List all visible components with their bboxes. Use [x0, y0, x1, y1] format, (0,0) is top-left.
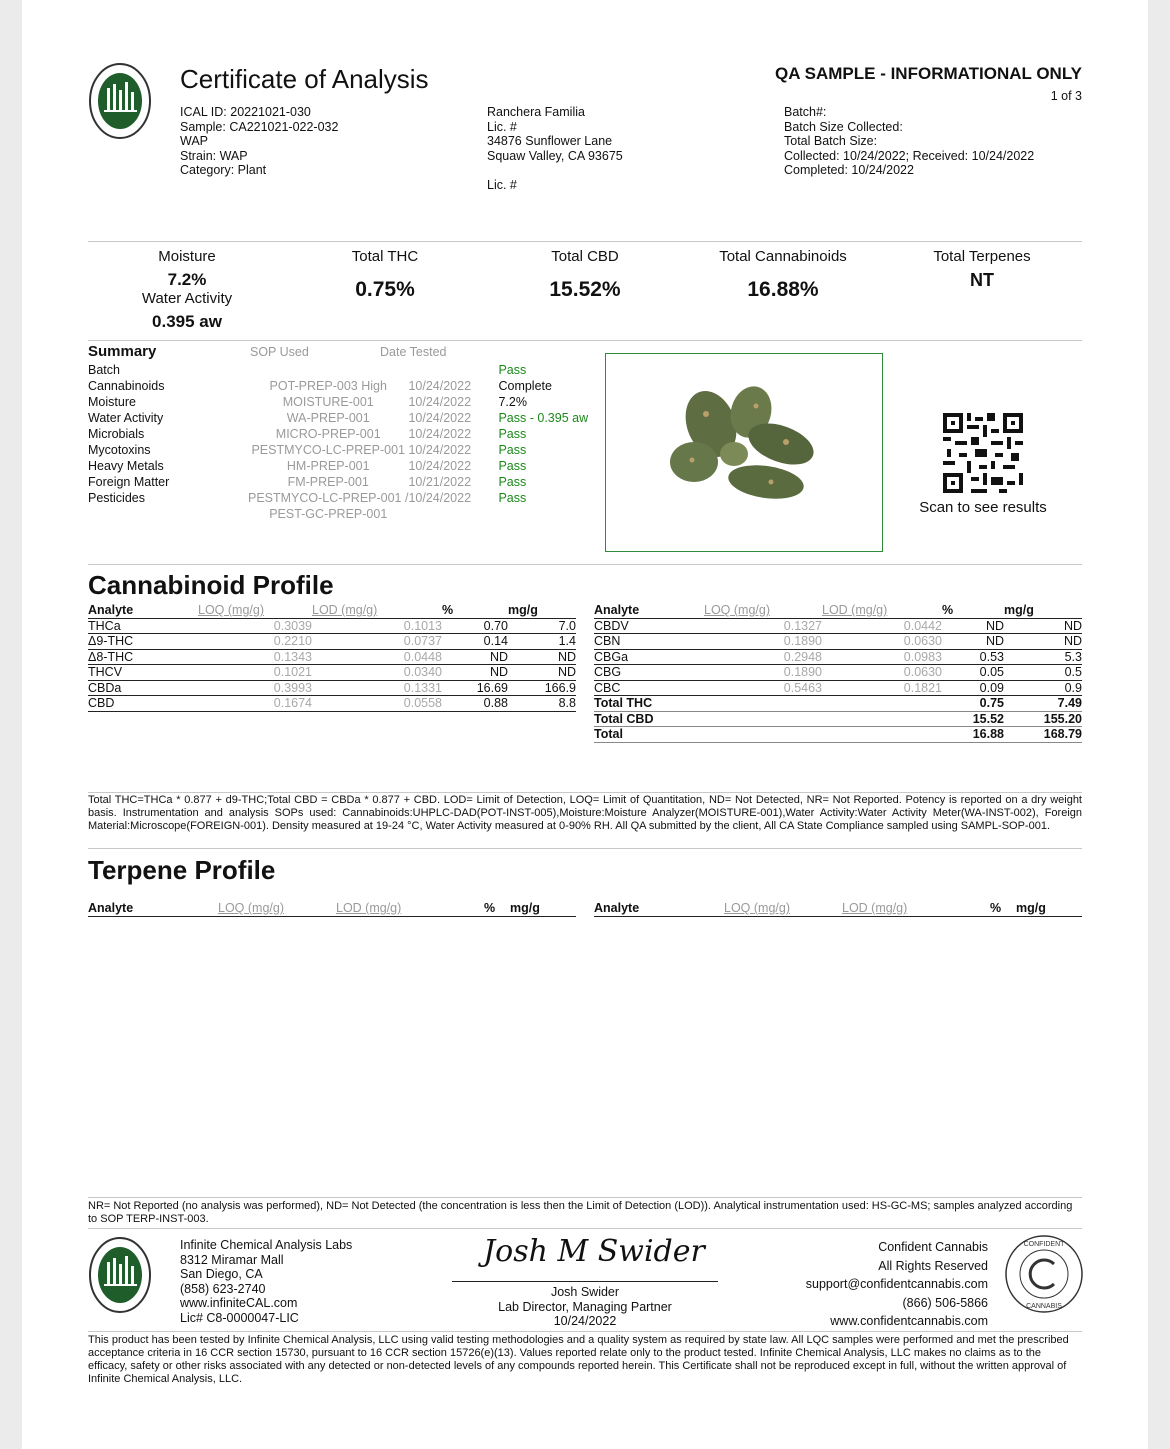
table-row: [88, 665, 576, 681]
terpene-table-right: [594, 901, 1082, 917]
lod-cell: 0.1821: [822, 680, 942, 696]
loq-cell: 0.5463: [704, 680, 822, 696]
loq-cell: [704, 711, 822, 727]
col-analyte: Analyte: [594, 603, 704, 618]
mgg-cell: 168.79: [1004, 727, 1082, 743]
summary-date: 10/24/2022: [408, 491, 472, 505]
terpene-profile-title: Terpene Profile: [88, 855, 276, 885]
percent-cell: 0.05: [942, 665, 1004, 681]
loq-cell: 0.1021: [198, 665, 312, 681]
summary-sop: [248, 362, 408, 378]
client-info-spacer: [487, 163, 623, 178]
divider: [88, 792, 1082, 793]
svg-text:CONFIDENT: CONFIDENT: [1023, 1241, 1065, 1248]
col-percent: %: [990, 901, 1016, 916]
lab-contact-line: 8312 Miramar Mall: [180, 1252, 284, 1267]
total-thc-value: 0.75%: [355, 278, 415, 301]
client-info-line: Squaw Valley, CA 93675: [487, 148, 623, 163]
total-row: [594, 696, 1082, 712]
col-mgg: mg/g: [1004, 603, 1082, 618]
client-info-line: 34876 Sunflower Lane: [487, 134, 613, 148]
col-lod: LOD (mg/g): [312, 603, 442, 618]
lod-cell: 0.0630: [822, 634, 942, 650]
summary-date: [408, 362, 498, 378]
total-row: [594, 727, 1082, 743]
divider: [88, 564, 1082, 565]
qr-code-icon[interactable]: [943, 413, 1023, 493]
analyte-cell: THCa: [88, 618, 198, 634]
summary-row: [88, 506, 628, 522]
certificate-page: [22, 0, 1148, 1449]
loq-cell: [704, 727, 822, 743]
lod-cell: [822, 711, 942, 727]
summary-test-name: Batch: [88, 363, 120, 377]
page-number: 1 of 3: [1050, 89, 1082, 103]
percent-cell: ND: [942, 634, 1004, 650]
loq-cell: 0.1890: [704, 665, 822, 681]
batch-info-line: Collected: 10/24/2022; Received: 10/24/2022: [784, 148, 1035, 163]
table-row: [88, 618, 576, 634]
total-cbd-label: Total CBD: [551, 248, 619, 265]
batch-info-line: Batch Size Collected:: [784, 119, 903, 134]
analyte-cell: Total THC: [594, 696, 704, 712]
summary-test-name: Pesticides: [88, 491, 145, 505]
cannabis-bud-icon: [606, 354, 882, 551]
mgg-cell: ND: [508, 649, 576, 665]
analyte-cell: CBDa: [88, 680, 198, 696]
lod-cell: 0.1013: [312, 618, 442, 634]
summary-test-name: Microbials: [88, 427, 145, 441]
col-percent: %: [942, 603, 1004, 618]
summary-test-name: Cannabinoids: [88, 379, 165, 393]
loq-cell: [704, 696, 822, 712]
sample-info-line: ICAL ID: 20221021-030: [180, 105, 311, 119]
sample-photo: [605, 353, 883, 552]
summary-sop: HM-PREP-001: [286, 459, 370, 473]
lab-contact-line: Lic# C8-0000047-LIC: [180, 1310, 299, 1325]
percent-cell: 16.88: [942, 727, 1004, 743]
loq-cell: 0.1327: [704, 618, 822, 634]
summary-test-name: Heavy Metals: [88, 459, 164, 473]
lab-contact-line: Infinite Chemical Analysis Labs: [180, 1238, 353, 1252]
batch-info-line: Batch#:: [784, 105, 827, 119]
cc-website-link[interactable]: www.confidentcannabis.com: [830, 1314, 988, 1328]
divider: [88, 848, 1082, 849]
lod-cell: 0.1331: [312, 680, 442, 696]
percent-cell: 16.69: [442, 680, 508, 696]
summary-test-name: Moisture: [88, 395, 136, 409]
loq-cell: 0.1343: [198, 649, 312, 665]
mgg-cell: ND: [1004, 618, 1082, 634]
loq-cell: 0.3993: [198, 680, 312, 696]
mgg-cell: 155.20: [1004, 711, 1082, 727]
total-terpenes-label: Total Terpenes: [933, 248, 1031, 265]
mgg-cell: 8.8: [508, 696, 576, 712]
sample-info: [180, 105, 338, 178]
summary-row: [88, 426, 628, 442]
total-thc-label: Total THC: [351, 248, 419, 265]
table-row: [594, 618, 1082, 634]
mgg-cell: 1.4: [508, 634, 576, 650]
col-loq: LOQ (mg/g): [704, 603, 822, 618]
client-info: [487, 105, 623, 192]
summary-result: Pass: [498, 443, 527, 457]
water-activity-label: Water Activity: [141, 290, 233, 307]
table-row: [88, 634, 576, 650]
summary-date: 10/24/2022: [408, 459, 472, 473]
terpene-table-left: [88, 901, 576, 917]
total-cannabinoids-label: Total Cannabinoids: [719, 248, 847, 265]
percent-cell: 0.14: [442, 634, 508, 650]
sample-info-line: Sample: CA221021-022-032: [180, 119, 339, 134]
lab-contact: [180, 1238, 352, 1325]
summary-test-name: Mycotoxins: [88, 443, 151, 457]
summary-result: Pass: [498, 459, 527, 473]
sample-info-line: Strain: WAP: [180, 148, 248, 163]
cannabinoid-table-left: [88, 603, 576, 712]
mgg-cell: 166.9: [508, 680, 576, 696]
percent-cell: 0.88: [442, 696, 508, 712]
summary-row: [88, 394, 628, 410]
sample-info-line: Category: Plant: [180, 163, 267, 177]
batch-info: [784, 105, 1034, 178]
percent-cell: ND: [942, 618, 1004, 634]
summary-date: 10/24/2022: [408, 379, 472, 393]
analyte-cell: THCV: [88, 665, 198, 681]
percent-cell: 0.75: [942, 696, 1004, 712]
lod-cell: 0.0448: [312, 649, 442, 665]
table-row: [88, 649, 576, 665]
loq-cell: 0.2948: [704, 649, 822, 665]
lod-cell: 0.0558: [312, 696, 442, 712]
summary-sop: PESTMYCO-LC-PREP-001 /: [248, 491, 409, 505]
total-cannabinoids-value: 16.88%: [747, 278, 819, 301]
summary-result: Pass: [498, 475, 527, 489]
table-row: [594, 649, 1082, 665]
loq-cell: 0.2210: [198, 634, 312, 650]
signer-line: 10/24/2022: [553, 1314, 617, 1328]
analyte-cell: Total: [594, 727, 704, 743]
summary-date: 10/24/2022: [408, 411, 472, 425]
lod-cell: 0.0442: [822, 618, 942, 634]
disclaimer: This product has been tested by Infinite Chemical Analysis, LLC using valid testing methodologies and a quality system as required by state law. All LQC samples were performed and met the prescribed acceptance criteria in 16 CCR section 15730, pursuant to 16 CCR section 15726(e)(13). Values reported relate only to the product tested. Infinite Chemical Analysis, LLC makes no claims as to the efficacy, safety or other risks associated with any detected or non-detected levels of any compounds reported herein. This Certificate shall not be reproduced except in full, without the written approval of Infinite Chemical Analysis, LLC.: [88, 1334, 1069, 1385]
col-lod: LOD (mg/g): [842, 901, 990, 916]
analyte-cell: CBD: [88, 696, 198, 712]
summary-sop: WA-PREP-001: [286, 411, 370, 425]
signature-line: [452, 1281, 718, 1282]
summary-row: [88, 410, 628, 426]
cc-contact-line: All Rights Reserved: [878, 1258, 988, 1273]
summary-result: Pass - 0.395 aw: [498, 411, 589, 425]
moisture-label: Moisture: [158, 248, 216, 265]
client-info-line: Lic. #: [487, 119, 517, 134]
summary-test-name: Water Activity: [88, 411, 164, 425]
summary-row: [88, 378, 628, 394]
summary-row: [88, 458, 628, 474]
cc-contact-line: (866) 506-5866: [902, 1295, 988, 1310]
percent-cell: 0.70: [442, 618, 508, 634]
cc-email-link[interactable]: support@confidentcannabis.com: [805, 1277, 988, 1291]
col-analyte: Analyte: [88, 901, 218, 916]
svg-text:CANNABIS: CANNABIS: [1026, 1303, 1062, 1310]
terpene-footnote: NR= Not Reported (no analysis was performed), ND= Not Detected (the concentration is less then the Limit of Detection (LOD)). Analytical instrumentation used: HS-GC-MS; samples analyzed according to SOP TERP-INST-003.: [88, 1200, 1073, 1225]
cannabinoid-footnote: Total THC=THCa * 0.877 + d9-THC;Total CBD = CBDa * 0.877 + CBD. LOD= Limit of Detection, LOQ= Limit of Quantitation, ND= Not Detected, NR= Not Reported. Potency is reported on a dry weight basis. Instrumentation and analysis SOPs used: Cannabinoids:UHPLC-DAD(POT-INST-005),Moisture:Moisture Analyzer(MOISTURE-001),Water Activity:Water Activity Meter(WA-INST-002), Foreign Material:Microscope(FOREIGN-001). Density measured at 19-24 °C, Water Activity measured at 0-90% RH. All QA submitted by the client, All CA State Compliance sampled using SAMPL-SOP-001.: [88, 794, 1082, 832]
summary-row: [88, 442, 628, 458]
summary-result: Pass: [498, 427, 527, 441]
divider: [88, 1197, 1082, 1198]
cc-contact-line: Confident Cannabis: [878, 1240, 988, 1254]
summary-row: [88, 474, 628, 490]
summary-row: [88, 490, 628, 506]
qa-banner: QA SAMPLE - INFORMATIONAL ONLY: [775, 64, 1082, 83]
col-analyte: Analyte: [594, 901, 724, 916]
mgg-cell: ND: [508, 665, 576, 681]
table-row: [594, 634, 1082, 650]
summary-row: [88, 362, 628, 378]
divider: [88, 340, 1082, 341]
summary-sop: PESTMYCO-LC-PREP-001: [251, 443, 405, 457]
page-title: Certificate of Analysis: [180, 64, 429, 94]
analyte-cell: CBGa: [594, 649, 704, 665]
lab-contact-line: San Diego, CA: [180, 1267, 263, 1281]
summary-title: Summary: [88, 343, 157, 360]
col-mgg: mg/g: [1016, 901, 1082, 916]
lod-cell: 0.0630: [822, 665, 942, 681]
loq-cell: 0.1890: [704, 634, 822, 650]
divider: [88, 241, 1082, 242]
summary-sop: MICRO-PREP-001: [275, 427, 381, 441]
mgg-cell: 7.0: [508, 618, 576, 634]
lod-cell: [822, 696, 942, 712]
summary-table: [88, 362, 628, 522]
col-percent: %: [442, 603, 508, 618]
total-cbd-value: 15.52%: [549, 278, 621, 301]
table-row: [88, 696, 576, 712]
loq-cell: 0.3039: [198, 618, 312, 634]
summary-test-name: Foreign Matter: [88, 475, 170, 489]
analyte-cell: CBG: [594, 665, 704, 681]
table-row: [594, 665, 1082, 681]
col-loq: LOQ (mg/g): [198, 603, 312, 618]
cannabinoid-table-right: [594, 603, 1082, 743]
divider: [88, 1331, 1082, 1332]
percent-cell: 0.09: [942, 680, 1004, 696]
summary-sop: MOISTURE-001: [282, 395, 374, 409]
divider: [88, 1228, 1082, 1229]
mgg-cell: 0.9: [1004, 680, 1082, 696]
loq-cell: 0.1674: [198, 696, 312, 712]
lod-cell: [822, 727, 942, 743]
analyte-cell: Total CBD: [594, 711, 704, 727]
lab-contact-line: (858) 623-2740: [180, 1281, 266, 1296]
analyte-cell: CBDV: [594, 618, 704, 634]
col-lod: LOD (mg/g): [822, 603, 942, 618]
analyte-cell: Δ8-THC: [88, 649, 198, 665]
percent-cell: ND: [442, 665, 508, 681]
lod-cell: 0.0983: [822, 649, 942, 665]
summary-date: 10/24/2022: [408, 427, 472, 441]
col-lod: LOD (mg/g): [336, 901, 484, 916]
col-percent: %: [484, 901, 510, 916]
lod-cell: 0.0737: [312, 634, 442, 650]
signer-line: Josh Swider: [550, 1285, 620, 1299]
summary-date: [408, 506, 498, 522]
cc-contact: [806, 1238, 988, 1331]
summary-sop: FM-PREP-001: [287, 475, 369, 489]
percent-cell: 0.53: [942, 649, 1004, 665]
client-info-line: Lic. #: [487, 177, 517, 192]
client-info-line: Ranchera Familia: [487, 105, 585, 119]
total-terpenes-value: NT: [970, 270, 994, 290]
water-activity-value: 0.395 aw: [152, 312, 222, 331]
batch-info-line: Completed: 10/24/2022: [784, 163, 914, 177]
cannabinoid-profile-title: Cannabinoid Profile: [88, 570, 334, 600]
col-mgg: mg/g: [510, 901, 576, 916]
summary-result: Complete: [498, 379, 552, 393]
signer-line: Lab Director, Managing Partner: [498, 1299, 672, 1314]
table-row: [594, 680, 1082, 696]
summary-date: 10/21/2022: [408, 475, 472, 489]
percent-cell: 15.52: [942, 711, 1004, 727]
col-loq: LOQ (mg/g): [724, 901, 842, 916]
mgg-cell: 5.3: [1004, 649, 1082, 665]
sop-header: SOP Used: [250, 345, 309, 359]
signature: Josh M Swider: [483, 1234, 705, 1269]
signer: [452, 1285, 718, 1329]
lod-cell: 0.0340: [312, 665, 442, 681]
lab-website-link[interactable]: www.infiniteCAL.com: [180, 1296, 298, 1310]
lab-logo-icon: [88, 1236, 152, 1314]
analyte-cell: CBC: [594, 680, 704, 696]
batch-info-line: Total Batch Size:: [784, 134, 878, 148]
table-row: [88, 680, 576, 696]
summary-sop: PEST-GC-PREP-001: [269, 507, 388, 521]
summary-sop: POT-PREP-003 High: [269, 379, 387, 393]
analyte-cell: Δ9-THC: [88, 634, 198, 650]
mgg-cell: 7.49: [1004, 696, 1082, 712]
total-row: [594, 711, 1082, 727]
summary-date: 10/24/2022: [408, 395, 472, 409]
confident-cannabis-seal-icon: [1004, 1234, 1084, 1314]
summary-date: 10/24/2022: [408, 443, 472, 457]
qr-caption: Scan to see results: [919, 499, 1047, 516]
mgg-cell: ND: [1004, 634, 1082, 650]
col-analyte: Analyte: [88, 603, 198, 618]
analyte-cell: CBN: [594, 634, 704, 650]
col-mgg: mg/g: [508, 603, 576, 618]
date-header: Date Tested: [380, 345, 447, 359]
summary-result: Pass: [498, 363, 527, 377]
percent-cell: ND: [442, 649, 508, 665]
sample-info-line: WAP: [180, 134, 209, 148]
moisture-value: 7.2%: [167, 270, 207, 289]
col-loq: LOQ (mg/g): [218, 901, 336, 916]
summary-result: 7.2%: [498, 395, 527, 409]
mgg-cell: 0.5: [1004, 665, 1082, 681]
summary-result: Pass: [498, 491, 527, 505]
lab-logo-icon: [88, 62, 152, 140]
